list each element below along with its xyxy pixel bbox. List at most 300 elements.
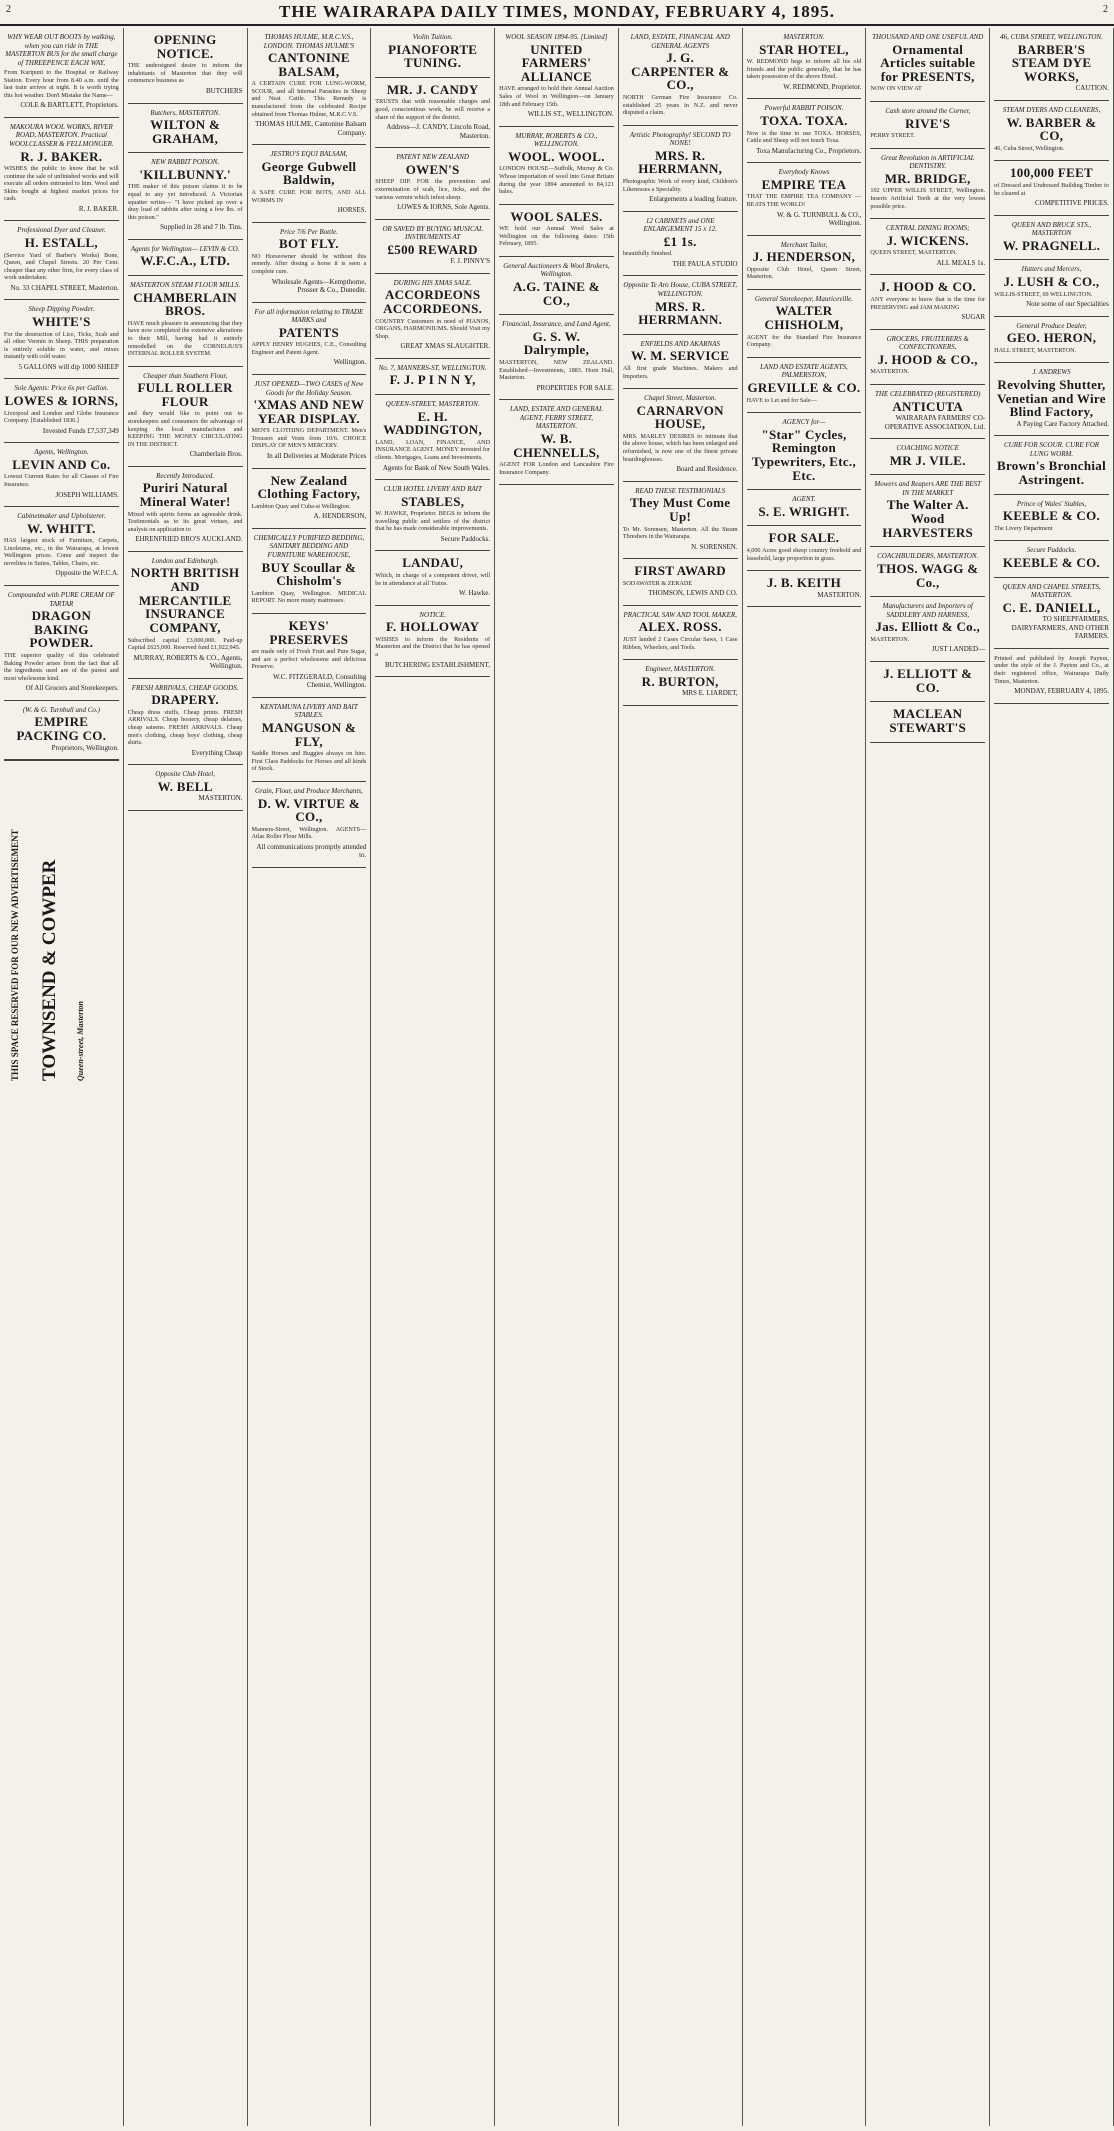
ad-subheading: MASTERTON. bbox=[783, 33, 825, 41]
ad-heading: ANTICUTA bbox=[892, 398, 964, 414]
advertisement bbox=[994, 578, 1109, 649]
advertisement bbox=[252, 614, 367, 698]
ad-subheading: NEW RABBIT POISON. bbox=[151, 158, 220, 167]
ad-heading: W. BARBER & CO, bbox=[1006, 114, 1097, 144]
ad-subheading: QUEEN AND CHAPEL STREETS, MASTERTON. bbox=[1002, 582, 1101, 600]
ad-body: A CERTAIN CURE FOR LUNG-WORM, SCOUR, and all Internal Parasites in Sheep and Neat Cattle. This Remedy is manufactured from the celebrated Recipe obtained from Thomas Hulme, M.R.C.V.S. bbox=[251, 80, 367, 118]
page-number-right: 2 bbox=[1103, 4, 1108, 15]
ad-body: WE hold our Annual Wool Sales at Wellington on the following dates: 15th February, 1895. bbox=[499, 225, 614, 248]
advertisement bbox=[870, 702, 985, 742]
ad-heading: Ornamental Articles suitable for PRESENTS, bbox=[880, 41, 976, 84]
ad-subheading: CHEMICALLY PURIFIED BEDDING, SANITARY BEDDING AND FURNITURE WAREHOUSE, bbox=[253, 533, 365, 559]
ad-heading: WHITE'S bbox=[32, 313, 91, 329]
ad-heading: PATENTS bbox=[278, 324, 339, 340]
ad-heading: They Must Come Up! bbox=[630, 495, 731, 524]
ad-heading: STABLES, bbox=[401, 493, 465, 509]
ad-body: MRS. MARLEY DESIRES to intimate that the above house, which has been enlarged and refurnished, is now one of the finest private boardinghouses. bbox=[622, 432, 738, 463]
ad-heading: WILTON & GRAHAM, bbox=[150, 117, 221, 146]
ad-signature: Enlargements a leading feature. bbox=[649, 195, 738, 204]
townsend-cowper-label: TOWNSEND & COWPER bbox=[39, 859, 60, 1082]
column-4 bbox=[371, 28, 495, 2126]
ad-heading: MACLEAN STEWART'S bbox=[889, 706, 967, 735]
ad-heading: MRS. R. HERRMANN, bbox=[638, 147, 723, 177]
ad-body: SHEEP DIP. FOR the prevention and extermination of scab, lice, ticks, and the various vermin which infest sheep. bbox=[375, 178, 491, 201]
advertisement bbox=[252, 529, 367, 614]
advertisement bbox=[4, 118, 119, 222]
ad-heading: STAR HOTEL, bbox=[759, 41, 849, 57]
ad-heading: George Gubwell Baldwin, bbox=[261, 158, 357, 188]
ad-signature: W. Hawke. bbox=[459, 589, 491, 598]
ad-signature: W. & G. TURNBULL & CO., Wellington. bbox=[777, 210, 862, 228]
ad-heading: EMPIRE PACKING CO. bbox=[16, 714, 107, 743]
ad-subheading: WOOL SEASON 1894-95. [Limited] bbox=[505, 33, 608, 41]
ad-heading: £500 REWARD bbox=[387, 241, 478, 257]
advertisement bbox=[994, 649, 1109, 704]
ad-body: 46, Cuba Street, Wellington. bbox=[994, 144, 1065, 152]
column-9 bbox=[990, 28, 1114, 2126]
column-1 bbox=[0, 28, 124, 2126]
ad-body: A SAFE CURE FOR BOTS, AND ALL WORMS IN bbox=[251, 189, 367, 204]
ad-body: SODAWATER & ZERADE bbox=[622, 579, 693, 587]
ad-subheading: Engineer, MASTERTON. bbox=[645, 665, 716, 674]
ad-body: JUST landed 2 Cases Circular Saws, 1 Case Ribben, Wheelers, and Tools. bbox=[622, 636, 738, 651]
ad-subheading: FRESH ARRIVALS, CHEAP GOODS. bbox=[131, 683, 239, 692]
column-7 bbox=[743, 28, 867, 2126]
advertisement bbox=[994, 317, 1109, 364]
advertisement bbox=[375, 606, 490, 677]
ad-heading: BOT FLY. bbox=[279, 236, 339, 252]
ad-heading: R. J. BAKER. bbox=[20, 148, 103, 164]
ad-subheading: Merchant Tailor, bbox=[780, 240, 828, 249]
ad-heading: ALEX. ROSS. bbox=[638, 619, 722, 635]
ad-heading: G. S. W. Dalrymple, bbox=[523, 328, 590, 358]
ad-subheading: QUEEN AND BRUCE STS., MASTERTON bbox=[1011, 220, 1092, 238]
ad-signature: BUTCHERS bbox=[205, 86, 243, 95]
columns bbox=[0, 28, 1114, 2126]
ad-signature: N. SORENSEN. bbox=[691, 542, 738, 551]
ad-heading: OPENING NOTICE. bbox=[153, 32, 217, 61]
ad-body: HAVE much pleasure in announcing that they have now completed the extensive alterations to their Mill, having had it entirely remodelled on the CORNELIUS'S INTERNAL ROLLER SYSTEM. bbox=[127, 319, 243, 358]
ad-heading: KEYS' PRESERVES bbox=[269, 617, 349, 647]
ad-heading: MR. BRIDGE, bbox=[884, 170, 971, 186]
ad-subheading: CLUB HOTEL LIVERY AND BAIT bbox=[383, 485, 482, 494]
advertisement bbox=[128, 240, 243, 276]
ad-heading: The Walter A. Wood HARVESTERS bbox=[882, 497, 974, 540]
ad-heading: KEEBLE & CO. bbox=[1002, 508, 1101, 524]
ad-subheading: ENFIELDS AND AKARNAS bbox=[640, 339, 720, 348]
ad-signature: Agents for Bank of New South Wales. bbox=[382, 463, 491, 472]
advertisement bbox=[252, 782, 367, 868]
ad-heading: J. HOOD & CO. bbox=[879, 279, 977, 295]
ad-signature: Wholesale Agents—Kempthorne, Prosser & Co., Dunedin. bbox=[271, 277, 367, 295]
ad-heading: FULL ROLLER FLOUR bbox=[137, 380, 233, 409]
ad-heading: D. W. VIRTUE & CO., bbox=[257, 795, 360, 825]
ad-subheading: Cabinetmaker and Upholsterer. bbox=[17, 512, 106, 521]
advertisement bbox=[994, 436, 1109, 494]
ad-subheading: GROCERS, FRUITERERS & CONFECTIONERS, bbox=[886, 334, 969, 352]
ad-heading: W. WHITT. bbox=[27, 520, 96, 536]
ad-signature: GREAT XMAS SLAUGHTER. bbox=[400, 342, 491, 351]
ad-signature: EHRENFRIED BRO'S AUCKLAND. bbox=[135, 535, 243, 544]
ad-subheading: JESTRO'S EQUI BALSAM, bbox=[270, 150, 348, 159]
column-2 bbox=[124, 28, 248, 2126]
ad-subheading: CURE FOR SCOUR. CURE FOR LUNG WORM. bbox=[1003, 441, 1100, 458]
ad-subheading: Hatters and Mercers, bbox=[1021, 265, 1082, 274]
advertisement bbox=[994, 28, 1109, 101]
ad-body: NOW ON VIEW AT bbox=[870, 85, 922, 93]
advertisement bbox=[870, 385, 985, 439]
newspaper-title: THE WAIRARAPA DAILY TIMES, MONDAY, FEBRUARY 4, 1895. bbox=[279, 2, 835, 21]
advertisement bbox=[623, 660, 738, 706]
ad-heading: A.G. TAINE & CO., bbox=[512, 279, 600, 308]
ad-signature: Opposite the W.F.C.A. bbox=[55, 569, 119, 578]
advertisement bbox=[747, 526, 862, 571]
ad-body: Lambton Quay, Wellington. MEDICAL REPORT. No more musty mattresses. bbox=[251, 589, 367, 605]
ad-subheading: Price 7/6 Per Bottle. bbox=[279, 227, 338, 236]
ad-heading: "Star" Cycles, Remington Typewriters, Etc., Etc. bbox=[751, 426, 857, 483]
ad-signature: 5 GALLONS will dip 1000 SHEEP bbox=[18, 362, 119, 371]
ad-signature: A Paying Care Factory Attached. bbox=[1016, 419, 1109, 428]
ad-signature: Secure Paddocks. bbox=[440, 534, 491, 543]
ad-body: Now is the time to use TOXA. HORSES, Cattle and Sheep will not touch Toxa. bbox=[746, 129, 862, 145]
ad-heading: W. M. SERVICE bbox=[631, 348, 730, 364]
ad-subheading: Chapel Street, Masterton. bbox=[644, 394, 717, 403]
ad-signature: SUGAR bbox=[961, 313, 986, 322]
advertisement bbox=[4, 586, 119, 701]
advertisement bbox=[252, 698, 367, 782]
ad-body: HAS largest stock of Furniture, Carpets, Linoleums, etc., in the Wairarapa, at lowest Wellington prices. Come and inspect the novelties in Suites, Tables, Chairs, etc. bbox=[4, 537, 119, 567]
advertisement bbox=[623, 482, 738, 559]
ad-body: MASTERTON. bbox=[870, 368, 910, 376]
ad-body: (Service Yard of Barber's Works) Bone, Queen, and Chapel Streets. 20 Per Cent. cheaper than any other firm, for every class of work undertaken. bbox=[4, 251, 119, 282]
ad-heading: H. ESTALL, bbox=[24, 235, 98, 251]
ad-signature: CAUTION. bbox=[1075, 84, 1109, 93]
advertisement bbox=[4, 379, 119, 443]
ad-heading: THOS. WAGG & Co., bbox=[877, 560, 979, 590]
ad-body: Which, in charge of a competent driver, will be in attendance at all Trains. bbox=[375, 572, 491, 587]
advertisement bbox=[623, 212, 738, 277]
ad-body: COUNTRY Customers in need of PIANOS, ORGANS, HARMONIUMS. Should Visit my Shop. bbox=[375, 317, 491, 340]
ad-body: THE maker of this poison claims it to be equal to any yet introduced. A Victorian squatter writes— "I have picked up over a dray load of rabbits after using a few lbs. of this poison." bbox=[127, 183, 243, 221]
advertisement bbox=[375, 220, 490, 274]
ad-subheading: Secure Paddocks. bbox=[1026, 546, 1077, 555]
ad-body: AGENT for the Standard Fire Insurance Company. bbox=[746, 333, 862, 349]
ad-body: and they would like to point out to storekeepers and consumers the advantage of keeping the local manufactures and KEEPING THE MONEY CIRCULATING IN THE DISTRICT. bbox=[127, 410, 243, 448]
ad-subheading: OR SAVED BY BUYING MUSICAL INSTRUMENTS AT bbox=[382, 224, 483, 242]
ad-body: WISHES to inform the Residents of Masterton and the District that he has opened a bbox=[375, 635, 491, 659]
ad-heading: W. B. CHENNELLS, bbox=[513, 430, 600, 460]
ad-signature: TO SHEEPFARMERS, DAIRYFARMERS, AND OTHER FARMERS. bbox=[1011, 615, 1109, 641]
ad-signature: LOWES & IORNS, Sole Agents. bbox=[397, 203, 491, 212]
ad-body: HAVE arranged to hold their Annual Auction Sales of Wool in Wellington—on January 18th and February 15th. bbox=[499, 85, 614, 108]
ad-heading: W.F.C.A., LTD. bbox=[140, 253, 231, 269]
ad-heading: MR. J. CANDY bbox=[386, 81, 479, 97]
advertisement bbox=[870, 275, 985, 329]
ad-body: To Mr. Sorensen, Masterton. All the Steam Threshers in the Wairarapa. bbox=[622, 525, 738, 541]
advertisement bbox=[747, 358, 862, 413]
ad-heading: MR J. VILE. bbox=[889, 452, 966, 468]
ad-body: WISHES the public to know that he will continue the sale of unfinished works and will execute all orders entrusted to him. Wool and Skins bought at highest market prices for cash. bbox=[4, 165, 119, 203]
ad-heading: J. LUSH & CO., bbox=[1003, 273, 1100, 289]
ad-subheading: Great Revolution in ARTIFICIAL DENTISTRY. bbox=[880, 153, 975, 171]
advertisement bbox=[499, 315, 614, 400]
advertisement bbox=[623, 276, 738, 334]
ad-heading: EMPIRE TEA bbox=[761, 176, 847, 192]
ad-body: are made only of Fresh Fruit and Pure Sugar, and are a perfect wholesome and delicious Preserve. bbox=[251, 648, 367, 671]
advertisement bbox=[870, 219, 985, 275]
ad-body: QUEEN STREET, MASTERTON. bbox=[870, 249, 958, 257]
advertisement bbox=[623, 335, 738, 389]
advertisement bbox=[870, 28, 985, 102]
ad-subheading: NOTICE. bbox=[419, 610, 446, 619]
advertisement bbox=[375, 480, 490, 551]
ad-heading: WOOL. WOOL. bbox=[508, 148, 605, 164]
advertisement bbox=[4, 221, 119, 300]
ad-heading: Puriri Natural Mineral Water! bbox=[139, 480, 231, 509]
street-label: Queen-street, Masterton bbox=[76, 1001, 85, 1082]
ad-subheading: 12 CABINETS and ONE ENLARGEMENT 15 x 12. bbox=[643, 216, 717, 234]
ad-body: Lowest Current Rates for all Classes of Fire Insurance. bbox=[4, 473, 119, 488]
advertisement bbox=[747, 571, 862, 607]
advertisement bbox=[994, 495, 1109, 542]
ad-subheading: London and Edinburgh. bbox=[151, 556, 219, 565]
ad-heading: MANGUSON & FLY, bbox=[261, 720, 357, 749]
advertisement bbox=[994, 541, 1109, 577]
ad-signature: JUST LANDED— bbox=[931, 645, 986, 654]
ad-heading: Revolving Shutter, Venetian and Wire Blind Factory, bbox=[997, 376, 1106, 420]
ad-body: Printed and published by Joseph Payton, under the style of the J. Payton and Co., at their registered office, Wairarapa Daily Times, Masterton. bbox=[994, 654, 1109, 685]
ad-body: HAVE to Let and for Sale— bbox=[746, 396, 817, 404]
ad-subheading: Opposite Te Aro House, CUBA STREET, WELLINGTON. bbox=[623, 281, 738, 298]
ad-subheading: (W. & G. Turnbull and Co.) bbox=[22, 705, 100, 714]
ad-subheading: WHY WEAR OUT BOOTS by walking, when you can ride in THE MASTERTON BUS for the small charge of THREEPENCE EACH WAY, bbox=[5, 33, 118, 67]
advertisement bbox=[870, 102, 985, 149]
ad-heading: S. E. WRIGHT. bbox=[758, 503, 850, 519]
ad-body: Liverpool and London and Globe Insurance Company. [Established 1836.] bbox=[4, 409, 119, 425]
ad-body: Cheap dress stuffs, Cheap prints. FRESH ARRIVALS. Cheap hosiery, cheap delaines, cheap sateens. FRESH ARRIVALS. Cheap men's clothing, cheap boys' clothing, cheap shirts. bbox=[127, 708, 243, 747]
ad-body: Manners-Street, Wellington. AGENTS— Atlas Roller Flour Mills. bbox=[251, 825, 367, 841]
ad-body: NO Horseowner should be without this remedy. After dosing a horse it is seen a complete cure. bbox=[251, 252, 367, 275]
ad-signature: MRS E. LIARDET, bbox=[682, 689, 738, 698]
advertisement bbox=[128, 467, 243, 552]
ad-subheading: PRACTICAL SAW AND TOOL MAKER, bbox=[623, 610, 737, 619]
ad-heading: UNITED FARMERS' ALLIANCE bbox=[520, 41, 592, 84]
ad-heading: J. G. CARPENTER & CO., bbox=[631, 50, 730, 93]
ad-signature: COMPETITIVE PRICES. bbox=[1034, 199, 1109, 208]
advertisement bbox=[4, 701, 119, 760]
ad-subheading: COACHBUILDERS, MASTERTON. bbox=[877, 552, 979, 561]
column-3 bbox=[248, 28, 372, 2126]
advertisement bbox=[994, 260, 1109, 316]
ad-signature: No. 33 CHAPEL STREET, Masterton. bbox=[10, 283, 119, 292]
advertisement bbox=[747, 290, 862, 358]
ad-subheading: General Storekeeper, Mauriceville. bbox=[754, 294, 854, 303]
ad-signature: PROPERTIES FOR SALE. bbox=[536, 383, 614, 392]
ad-subheading: MASTERTON STEAM FLOUR MILLS. bbox=[129, 281, 241, 289]
ad-signature: THE PAULA STUDIO bbox=[672, 259, 738, 268]
advertisement bbox=[499, 205, 614, 257]
ad-body: beautifully finished. bbox=[622, 250, 673, 258]
ad-heading: J. WICKENS. bbox=[886, 232, 969, 248]
reserved-space-label: THIS SPACE RESERVED FOR OUR NEW ADVERTISEMENT bbox=[10, 829, 20, 1082]
advertisement bbox=[623, 28, 738, 126]
ad-heading: GREVILLE & CO. bbox=[747, 379, 861, 395]
ad-body: For the destruction of Lice, Ticks, Scab and all other Vermin in Sheep. THIS preparation is entirely soluble in water, and mixes instantly with cold water. bbox=[4, 330, 119, 361]
vertical-advertisement bbox=[4, 760, 119, 1091]
ad-body: 4,000 Acres good sheep country freehold and leasehold, large proportion in grass. bbox=[746, 546, 862, 562]
advertisement bbox=[747, 99, 862, 163]
ad-signature: COLE & BARTLETT, Proprietors. bbox=[20, 101, 119, 110]
ad-heading: 100,000 FEET bbox=[1009, 165, 1094, 181]
ad-heading: GEO. HERON, bbox=[1006, 330, 1097, 346]
ad-body: Saddle Horses and Buggies always on hire. First Class Paddocks for Horses and all kinds of Stock. bbox=[251, 750, 367, 773]
ad-heading: J. B. KEITH bbox=[766, 575, 842, 591]
ad-body: MASTERTON. bbox=[870, 635, 910, 643]
advertisement bbox=[623, 606, 738, 660]
ad-body: PERRY STREET. bbox=[870, 132, 916, 140]
ad-body: Opposite Club Hotel, Queen Street, Masterton. bbox=[746, 265, 862, 281]
ad-subheading: Grain, Flour, and Produce Merchants, bbox=[255, 786, 363, 795]
column-6 bbox=[619, 28, 743, 2126]
column-5 bbox=[495, 28, 619, 2126]
ad-body: W. REDMOND begs to inform all his old friends and the public generally, that he has taken possession of the above Hotel. bbox=[746, 58, 862, 81]
ad-subheading: Artistic Photography! SECOND TO NONE! bbox=[629, 130, 731, 148]
advertisement bbox=[128, 679, 243, 766]
ad-body: MEN'S CLOTHING DEPARTMENT. Men's Trousers and Vests from 10/6. CHOICE DISPLAY OF MEN'S MERCERY. bbox=[251, 427, 367, 450]
ad-body: MASTERTON, NEW ZEALAND. Established—Investments, 1883. Horn Hall, Masterton. bbox=[499, 359, 614, 382]
ad-heading: PIANOFORTE TUNING. bbox=[388, 41, 478, 71]
ad-subheading: LAND, ESTATE AND GENERAL AGENT, FERRY STREET, MASTERTON. bbox=[510, 405, 603, 431]
ad-signature: Toxa Manufacturing Co., Proprietors. bbox=[756, 146, 862, 155]
advertisement bbox=[4, 300, 119, 379]
advertisement bbox=[128, 153, 243, 240]
ad-subheading: KENTAMUNA LIVERY AND BAIT STABLES. bbox=[260, 702, 358, 720]
ad-heading: DRAGON BAKING POWDER. bbox=[29, 608, 94, 651]
ad-heading: WALTER CHISHOLM, bbox=[764, 303, 844, 333]
ad-body: NORTH German Fire Insurance Co. established 25 years in N.Z. and never disputed a claim. bbox=[622, 93, 738, 117]
ad-heading: J. ELLIOTT & CO. bbox=[883, 665, 973, 695]
ad-subheading: Mowers and Reapers ARE THE BEST IN THE MARKET bbox=[874, 480, 982, 497]
ad-subheading: Cash store around the Corner, bbox=[885, 107, 971, 116]
ad-signature: Everything Cheap bbox=[191, 748, 243, 757]
advertisement bbox=[375, 28, 490, 78]
ad-subheading: Sole Agents: Price 6s per Gallon. bbox=[14, 384, 109, 393]
ad-subheading: General Produce Dealer, bbox=[1016, 321, 1087, 330]
advertisement bbox=[375, 359, 490, 395]
ad-subheading: Violin Tuition. bbox=[412, 33, 453, 41]
ad-heading: F. HOLLOWAY bbox=[385, 619, 480, 635]
advertisement bbox=[994, 363, 1109, 436]
ad-body: LAND, LOAN, FINANCE, AND INSURANCE AGENT. MONEY invested for clients. Mortgages, Loans and Investments. bbox=[375, 438, 491, 461]
advertisement bbox=[252, 145, 367, 222]
ad-subheading: Powerful RABBIT POISON. bbox=[764, 104, 844, 113]
ad-heading: W. PRAGNELL. bbox=[1002, 237, 1101, 253]
ad-signature: W.C. FITZGERALD, Consulting Chemist, Wellington. bbox=[273, 672, 367, 690]
advertisement bbox=[4, 507, 119, 586]
ad-signature: Board and Residence. bbox=[676, 465, 738, 474]
ad-heading: BARBER'S STEAM DYE WORKS, bbox=[1011, 41, 1092, 84]
advertisement bbox=[623, 559, 738, 606]
advertisement bbox=[499, 28, 614, 127]
advertisement bbox=[128, 104, 243, 154]
advertisement bbox=[870, 597, 985, 662]
ad-signature: Proprietors, Wellington. bbox=[51, 743, 119, 752]
ad-subheading: Agents for Wellington— LEVIN & CO. bbox=[130, 244, 240, 253]
ad-body: The Livery Department bbox=[994, 524, 1053, 532]
ad-subheading: 46, CUBA STREET, WELLINGTON. bbox=[1000, 33, 1103, 41]
ad-body: All first grade Machines. Makers and Importers. bbox=[622, 364, 738, 380]
advertisement bbox=[4, 28, 119, 118]
ad-body: LONDON HOUSE—Suffolk, Murray & Co. Whose importation of wool into Great Britain during the year 1894 amounted to 84,121 bales. bbox=[499, 165, 614, 196]
ad-signature: Invested Funds £7,537,349 bbox=[42, 426, 119, 435]
ad-subheading: MAKOURA WOOL WORKS, RIVER ROAD, MASTERTON. Practical WOOLCLASSER & FELLMONGER. bbox=[9, 122, 114, 148]
ad-heading: 'KILLBUNNY.' bbox=[139, 166, 231, 182]
ad-body: HALL STREET, MASTERTON. bbox=[994, 346, 1077, 354]
ad-subheading: Financial, Insurance, and Land Agent, bbox=[502, 320, 611, 329]
advertisement bbox=[994, 216, 1109, 261]
advertisement bbox=[747, 413, 862, 490]
ad-signature: MASTERTON. bbox=[198, 794, 243, 803]
ad-subheading: Prince of Wales' Stables, bbox=[1016, 499, 1087, 508]
ad-heading: OWEN'S bbox=[405, 161, 460, 177]
ad-heading: LANDAU, bbox=[402, 555, 464, 571]
ad-body: Photographic Work of every kind, Children's Likenesses a Speciality. bbox=[622, 178, 738, 193]
ad-heading: 'XMAS AND NEW YEAR DISPLAY. bbox=[253, 397, 365, 426]
ad-body: W. HAWKE, Proprietor. BEGS to inform the travelling public and settlers of the district that he has made considerable improvements. bbox=[375, 510, 491, 533]
ad-heading: FOR SALE. bbox=[768, 530, 840, 546]
ad-subheading: Recently Introduced. bbox=[156, 471, 215, 480]
advertisement bbox=[870, 439, 985, 475]
ad-signature: All communications promptly attended to. bbox=[256, 842, 367, 860]
ad-subheading: Opposite Club Hotel, bbox=[155, 770, 215, 779]
ad-subheading: Butchers, MASTERTON. bbox=[150, 108, 220, 117]
ad-signature: Wellington. bbox=[333, 358, 367, 367]
advertisement bbox=[994, 101, 1109, 161]
ad-signature: MURRAY, ROBERTS & CO., Agents, Wellington. bbox=[133, 653, 243, 671]
ad-body: Lambton Quay and Cuba-st Wellington. bbox=[251, 502, 351, 510]
ad-subheading: JUST OPENED—TWO CASES of New Goods for the Holiday Season. bbox=[254, 379, 364, 397]
advertisement bbox=[870, 149, 985, 219]
ad-heading: New Zealand Clothing Factory, bbox=[257, 472, 361, 502]
ad-subheading: STEAM DYERS AND CLEANERS, bbox=[1002, 105, 1101, 114]
advertisement bbox=[870, 547, 985, 597]
ad-subheading: LAND AND ESTATE AGENTS, PALMERSTON, bbox=[760, 362, 848, 380]
ad-subheading: THE CELEBRATED (REGISTERED) bbox=[874, 389, 981, 398]
advertisement bbox=[747, 236, 862, 290]
ad-body: THAT THE EMPIRE TEA COMPANY — BEATS THE WORLD! bbox=[746, 193, 862, 208]
advertisement bbox=[128, 552, 243, 679]
ad-signature: F. J. PINNY'S bbox=[450, 257, 491, 266]
ad-subheading: For all information relating to TRADE MARKS and bbox=[254, 307, 364, 325]
ad-heading: ACCORDEONS ACCORDEONS. bbox=[383, 287, 483, 316]
ad-subheading: General Auctioneers & Wool Brokers, Wellington. bbox=[503, 261, 610, 279]
ad-signature: MASTERTON. bbox=[817, 590, 862, 599]
ad-body: TRUSTS that with reasonable charges and good, conscientious work, he will receive a share of the support of the district. bbox=[375, 98, 491, 121]
ad-subheading: Everybody Knows bbox=[778, 168, 830, 177]
ad-subheading: Professional Dyer and Cleaner. bbox=[17, 226, 106, 235]
ad-subheading: Compounded with PURE CREAM OF TARTAR bbox=[7, 591, 115, 608]
ad-signature: WILLIS ST., WELLINGTON. bbox=[527, 110, 614, 119]
ad-signature: A. HENDERSON, bbox=[313, 512, 367, 521]
advertisement bbox=[252, 375, 367, 469]
page-number-left: 2 bbox=[6, 4, 11, 15]
ad-body: of Dressed and Undressed Building Timber to be cleared at bbox=[994, 182, 1109, 197]
ad-heading: CANTONINE BALSAM, bbox=[267, 50, 350, 79]
ad-signature: In all Deliveries at Moderate Prices bbox=[266, 452, 367, 460]
ad-signature: THOMSON, LEWIS AND CO. bbox=[648, 589, 738, 598]
advertisement bbox=[375, 395, 490, 480]
ad-body: Mixed with spirits forms an agreeable drink. Testimonials as to its great virtues, and analysis on application to bbox=[127, 510, 243, 533]
